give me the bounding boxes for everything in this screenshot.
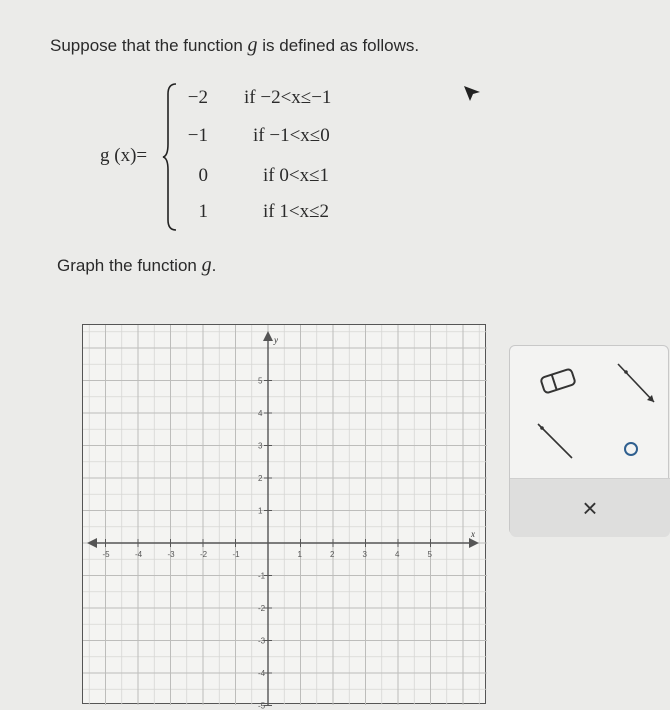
y-axis-label: y <box>273 335 278 345</box>
open-circle-icon <box>620 438 642 460</box>
ray-tool[interactable] <box>612 360 660 413</box>
x-tick-label: -5 <box>103 550 111 559</box>
x-tick-label: -2 <box>200 550 208 559</box>
segment-tool[interactable] <box>532 418 580 471</box>
coordinate-plane[interactable] <box>83 325 487 705</box>
y-tick-label: 3 <box>258 442 263 451</box>
segment-icon <box>532 418 580 466</box>
eraser-tool[interactable] <box>536 364 580 403</box>
y-tick-label: 4 <box>258 409 263 418</box>
y-tick-label: 5 <box>258 377 263 386</box>
x-tick-label: 1 <box>298 550 303 559</box>
piecewise-definition: g (x)= −2 if −2<x≤−1 −1 if −1<x≤0 0 if 0<x≤1 1 if 1<x≤2 <box>100 82 420 232</box>
mouse-cursor-icon <box>460 82 484 109</box>
x-tick-label: 2 <box>330 550 335 559</box>
tool-panel <box>509 345 669 535</box>
x-tick-label: -3 <box>168 550 176 559</box>
x-tick-label: 3 <box>363 550 368 559</box>
y-tick-label: -4 <box>258 669 266 678</box>
open-circle-tool[interactable] <box>620 438 642 465</box>
ray-icon <box>612 360 660 408</box>
y-tick-label: 2 <box>258 474 263 483</box>
x-tick-label: -4 <box>135 550 143 559</box>
x-axis-label: x <box>470 529 475 539</box>
function-variable: g <box>248 34 258 56</box>
y-tick-label: -3 <box>258 637 266 646</box>
x-tick-label: 4 <box>395 550 400 559</box>
graphing-area[interactable] <box>82 324 486 704</box>
graph-prompt: Graph the function g. <box>57 254 216 277</box>
x-axis-arrow <box>87 538 97 548</box>
close-icon: × <box>582 493 597 524</box>
eraser-icon <box>536 364 580 398</box>
question-text: Suppose that the function g is defined as follows. <box>50 34 419 57</box>
x-axis-arrow <box>469 538 479 548</box>
y-tick-label: -1 <box>258 572 266 581</box>
x-tick-label: 5 <box>428 550 433 559</box>
function-name: g (x)= <box>100 145 147 167</box>
x-tick-label: -1 <box>233 550 241 559</box>
y-tick-label: -5 <box>258 702 266 710</box>
y-tick-label: 1 <box>258 507 263 516</box>
y-tick-label: -2 <box>258 604 266 613</box>
clear-button[interactable] <box>510 478 670 537</box>
y-axis-arrow <box>263 331 273 341</box>
